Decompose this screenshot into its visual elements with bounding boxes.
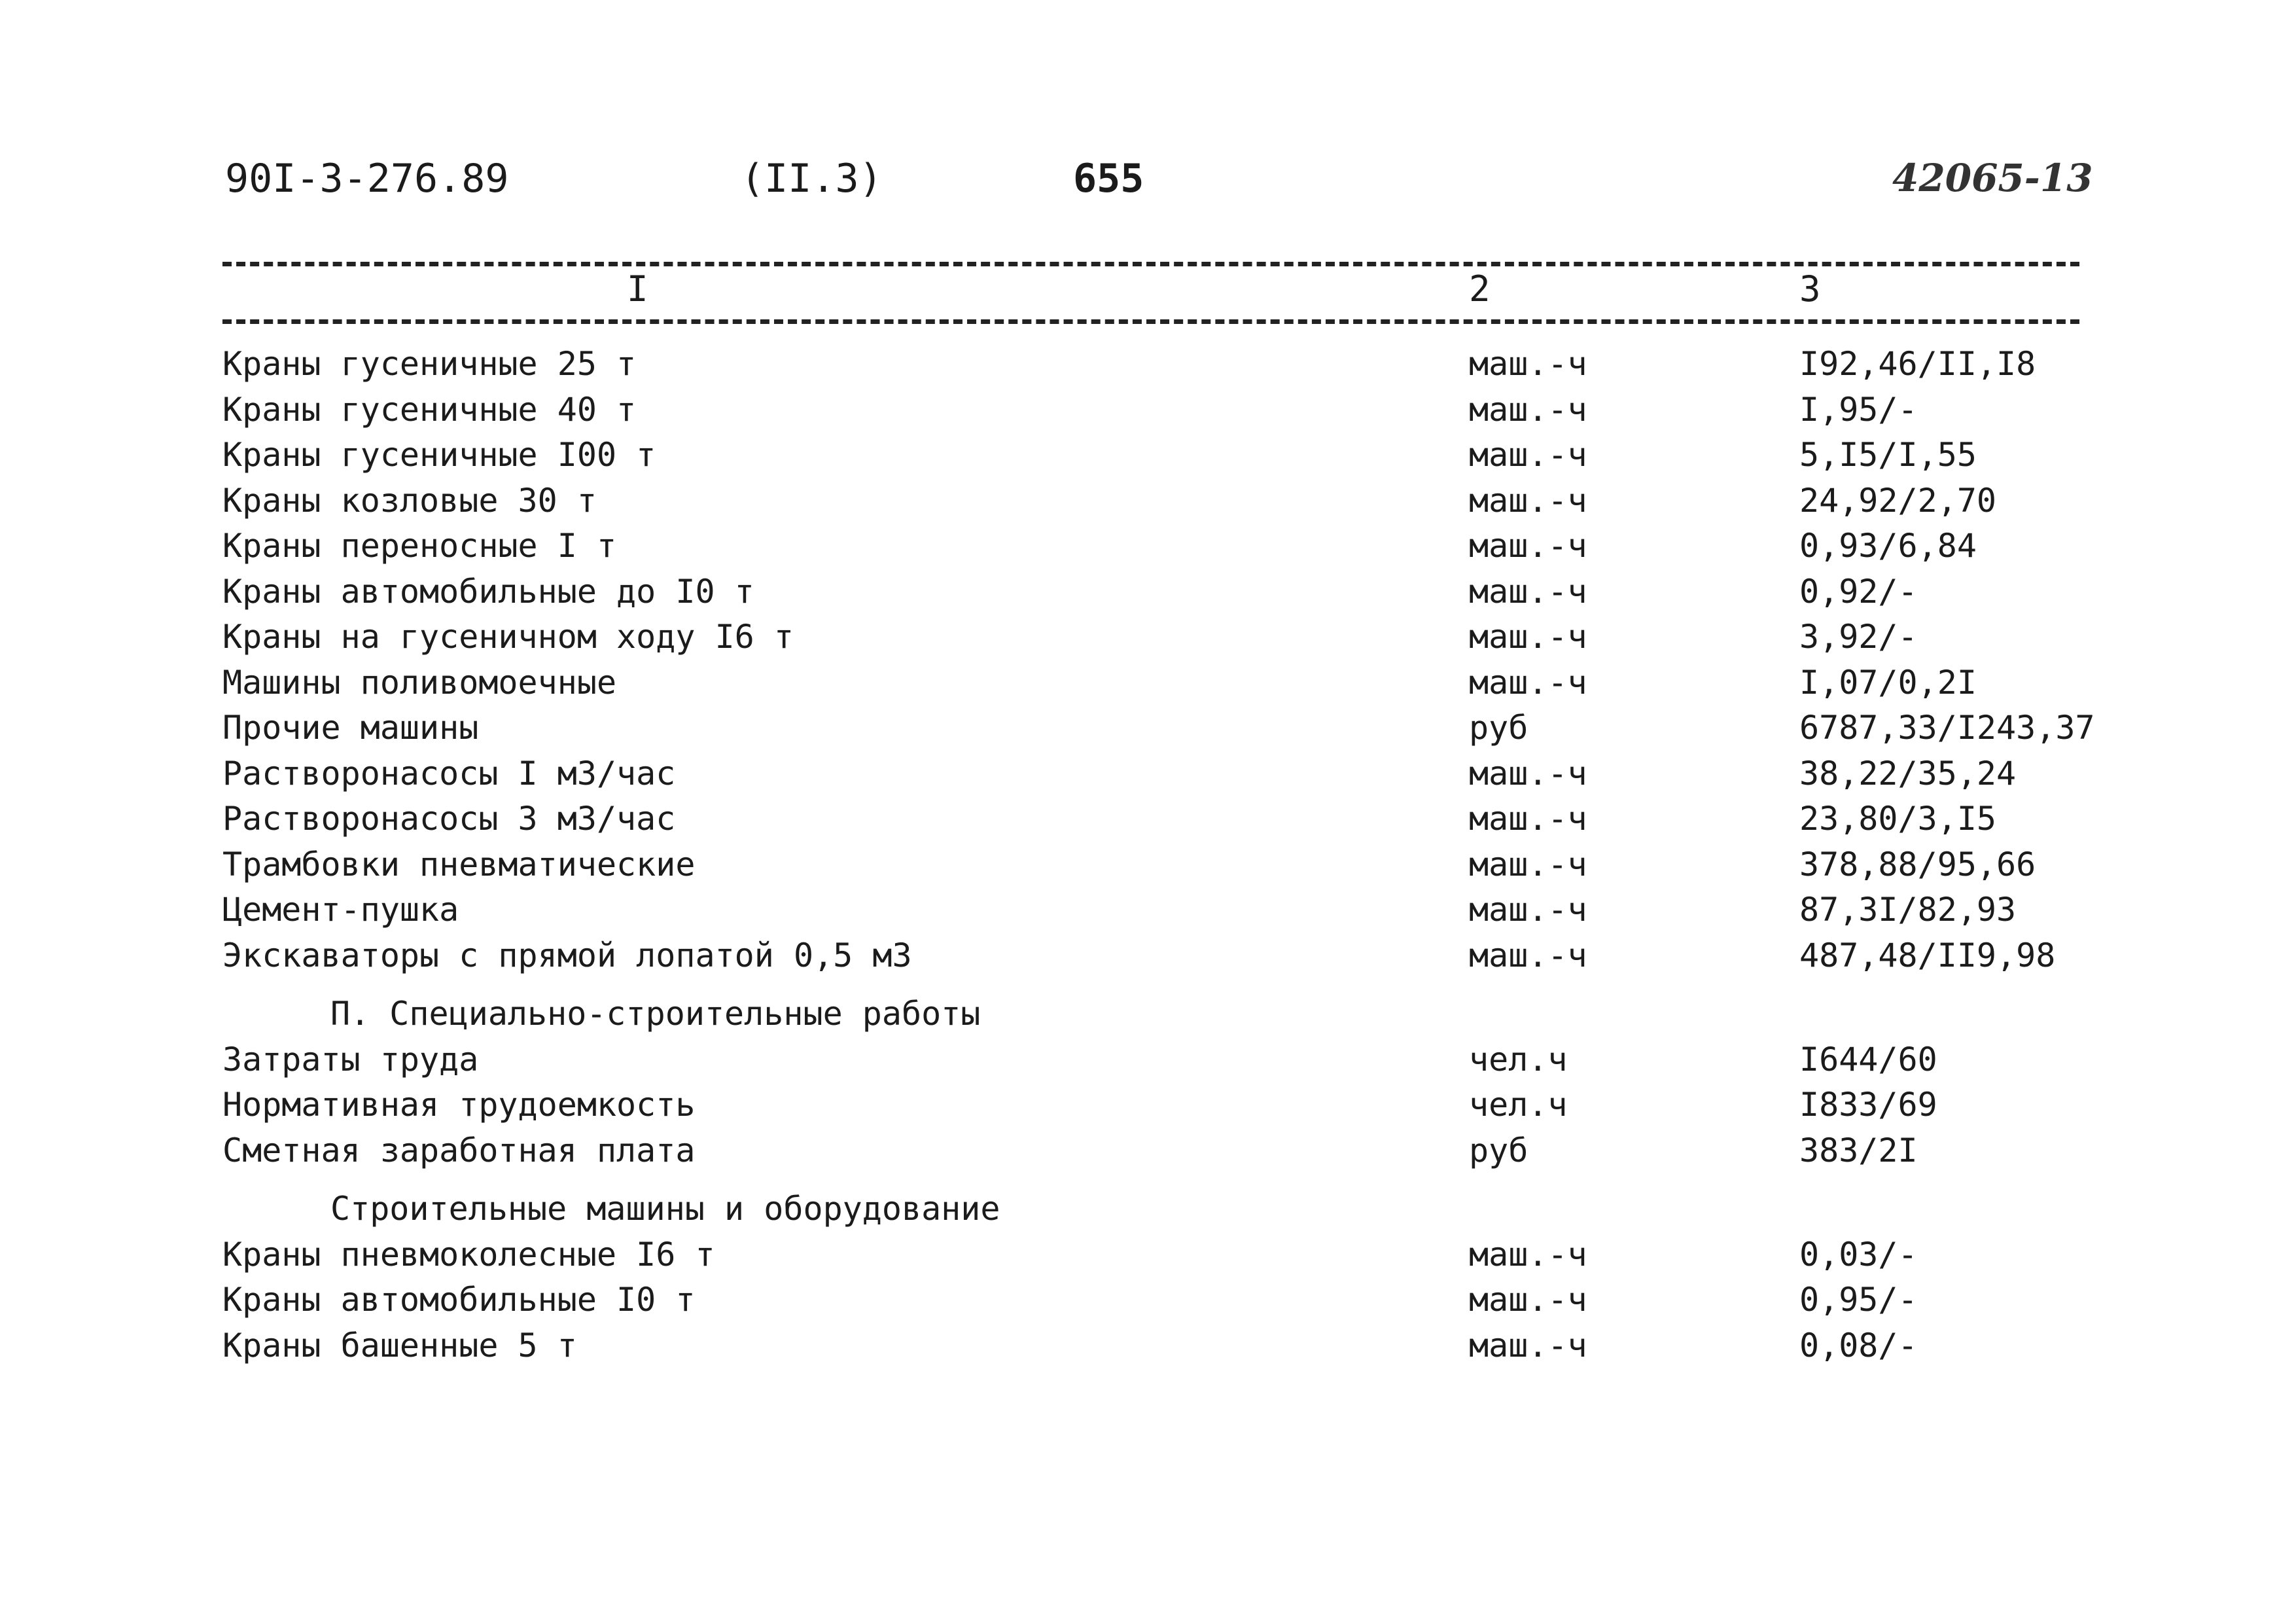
table-row <box>222 1037 2094 1083</box>
table-row <box>222 1128 2094 1174</box>
table-row <box>222 342 2094 387</box>
table-header-divider <box>222 319 2079 324</box>
unit-cell: маш.-ч <box>1469 1281 1587 1319</box>
value-cell: 0,95/- <box>1799 1281 1918 1319</box>
unit-cell: чел.ч <box>1469 1040 1568 1079</box>
table-row <box>222 1082 2094 1128</box>
table-top-divider <box>222 262 2079 266</box>
table-row <box>222 478 2094 524</box>
resource-name: Прочие машины <box>222 709 479 747</box>
value-cell: 24,92/2,70 <box>1799 481 1997 520</box>
value-cell: 383/2I <box>1799 1131 1918 1169</box>
resource-name: Нормативная трудоемкость <box>222 1086 696 1124</box>
section-heading-row <box>222 1186 2094 1232</box>
value-cell: 3,92/- <box>1799 618 1918 656</box>
table-row <box>222 796 2094 842</box>
unit-cell: руб <box>1469 709 1528 747</box>
table-row <box>222 569 2094 615</box>
unit-cell: чел.ч <box>1469 1086 1568 1124</box>
resource-name: Краны гусеничные I00 т <box>222 436 656 474</box>
resource-name: Краны гусеничные 25 т <box>222 345 637 383</box>
table-row <box>222 887 2094 933</box>
unit-cell: маш.-ч <box>1469 390 1587 429</box>
resource-name: Краны гусеничные 40 т <box>222 390 637 429</box>
page-number: 655 <box>1073 156 1144 202</box>
value-cell: I,07/0,2I <box>1799 663 1977 702</box>
resource-name: Экскаваторы с прямой лопатой 0,5 м3 <box>222 936 912 974</box>
resource-name: Сметная заработная плата <box>222 1131 696 1169</box>
value-cell: 487,48/II9,98 <box>1799 936 2056 974</box>
resource-name: Растворонасосы I м3/час <box>222 754 676 793</box>
column-header-3: 3 <box>1799 268 1821 310</box>
table-row <box>222 1277 2094 1323</box>
document-code: 90I-3-276.89 <box>225 156 509 202</box>
value-cell: 87,3I/82,93 <box>1799 891 2017 929</box>
section-heading-row <box>222 991 2094 1037</box>
value-cell: 0,93/6,84 <box>1799 527 1977 565</box>
unit-cell: маш.-ч <box>1469 800 1587 838</box>
table-row <box>222 433 2094 478</box>
table-row <box>222 751 2094 797</box>
resource-name: Машины поливомоечные <box>222 663 617 702</box>
resource-table <box>222 342 2094 1368</box>
unit-cell: маш.-ч <box>1469 1235 1587 1274</box>
resource-name: Затраты труда <box>222 1040 479 1079</box>
unit-cell: маш.-ч <box>1469 1326 1587 1364</box>
resource-name: Краны автомобильные I0 т <box>222 1281 696 1319</box>
resource-name: Трамбовки пневматические <box>222 845 696 883</box>
resource-name: Краны башенные 5 т <box>222 1326 577 1364</box>
value-cell: 23,80/3,I5 <box>1799 800 1997 838</box>
table-row <box>222 660 2094 706</box>
table-row <box>222 1323 2094 1369</box>
column-header-2: 2 <box>1469 268 1491 310</box>
unit-cell: маш.-ч <box>1469 845 1587 883</box>
resource-name: Цемент-пушка <box>222 891 459 929</box>
table-row <box>222 705 2094 751</box>
section-number: (II.3) <box>741 156 883 202</box>
resource-name: Краны на гусеничном ходу I6 т <box>222 618 794 656</box>
unit-cell: маш.-ч <box>1469 345 1587 383</box>
value-cell: I,95/- <box>1799 390 1918 429</box>
table-row <box>222 842 2094 888</box>
value-cell: 378,88/95,66 <box>1799 845 2036 883</box>
column-header-1: I <box>627 268 648 310</box>
section-heading: Строительные машины и оборудование <box>330 1190 1000 1228</box>
unit-cell: маш.-ч <box>1469 891 1587 929</box>
section-heading: П. Специально-строительные работы <box>330 995 981 1033</box>
resource-name: Краны пневмоколесные I6 т <box>222 1235 715 1274</box>
unit-cell: маш.-ч <box>1469 527 1587 565</box>
table-row <box>222 933 2094 979</box>
resource-name: Растворонасосы 3 м3/час <box>222 800 676 838</box>
value-cell: 0,92/- <box>1799 572 1918 611</box>
handwritten-number: 42065-13 <box>1892 156 2093 200</box>
unit-cell: маш.-ч <box>1469 936 1587 974</box>
unit-cell: маш.-ч <box>1469 481 1587 520</box>
resource-name: Краны переносные I т <box>222 527 617 565</box>
unit-cell: маш.-ч <box>1469 436 1587 474</box>
value-cell: 6787,33/I243,37 <box>1799 709 2095 747</box>
value-cell: I644/60 <box>1799 1040 1937 1079</box>
table-row <box>222 1232 2094 1278</box>
value-cell: 0,03/- <box>1799 1235 1918 1274</box>
value-cell: I833/69 <box>1799 1086 1937 1124</box>
table-row <box>222 387 2094 433</box>
unit-cell: маш.-ч <box>1469 663 1587 702</box>
unit-cell: маш.-ч <box>1469 572 1587 611</box>
unit-cell: маш.-ч <box>1469 754 1587 793</box>
table-row <box>222 524 2094 569</box>
unit-cell: руб <box>1469 1131 1528 1169</box>
value-cell: 38,22/35,24 <box>1799 754 2017 793</box>
value-cell: 5,I5/I,55 <box>1799 436 1977 474</box>
table-row <box>222 615 2094 660</box>
unit-cell: маш.-ч <box>1469 618 1587 656</box>
value-cell: I92,46/II,I8 <box>1799 345 2036 383</box>
value-cell: 0,08/- <box>1799 1326 1918 1364</box>
resource-name: Краны козловые 30 т <box>222 481 597 520</box>
resource-name: Краны автомобильные до I0 т <box>222 572 754 611</box>
